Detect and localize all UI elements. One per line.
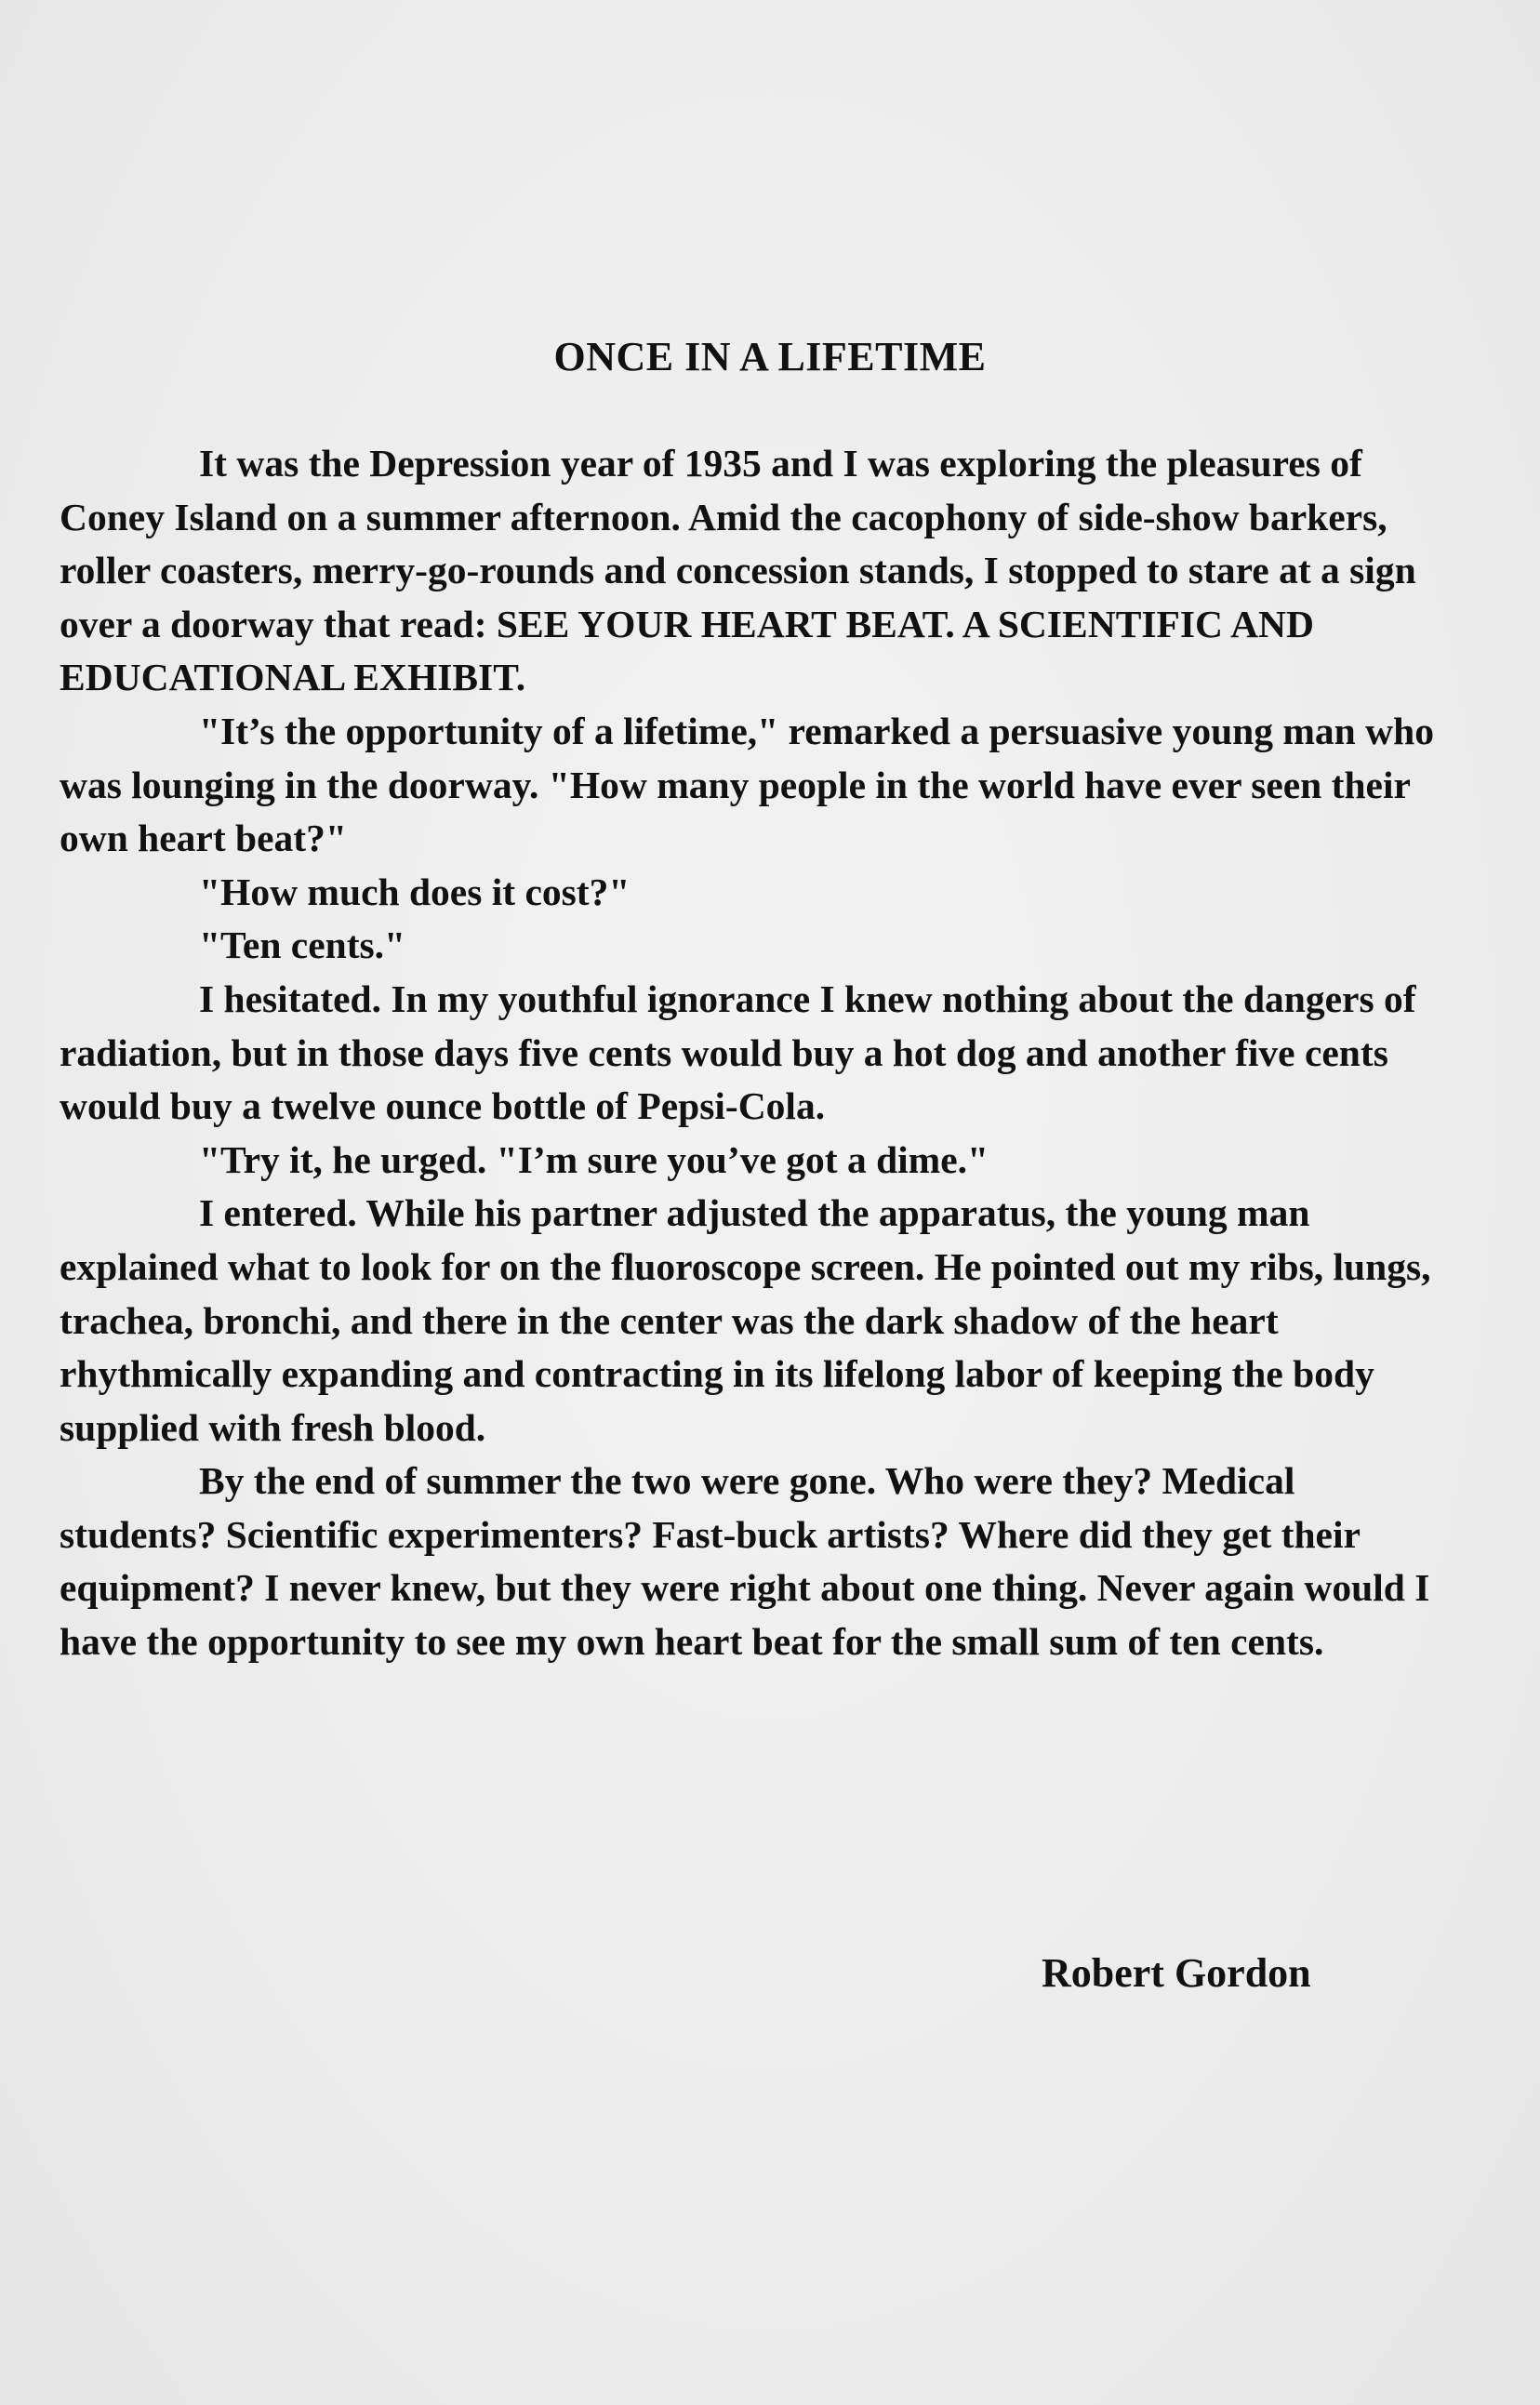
paragraph-fluoroscope: I entered. While his partner adjusted the apparatus, the young man explained what to look for on the fluoroscope screen. He pointed out my ribs, lungs, trachea, bronchi, and there in the center was the dark shadow of the heart rhythmically expanding and contracting in its lifelong labor of keeping the body supplied with fresh blood. bbox=[60, 1191, 1431, 1449]
paragraph-urging: "Try it, he urged. "I’m sure you’ve got a dime." bbox=[199, 1137, 989, 1181]
document-body bbox=[60, 437, 1454, 1669]
paragraph-conclusion: By the end of summer the two were gone. Who were they? Medical students? Scientific experimenters? Fast-buck artists? Where did they get their equipment? I never knew, but they were right about one thing. Never again would I have the opportunity to see my own heart beat for the small sum of ten cents. bbox=[60, 1459, 1430, 1664]
paragraph-price-answer: "Ten cents." bbox=[199, 923, 406, 967]
paragraph-hesitation: I hesitated. In my youthful ignorance I knew nothing about the dangers of radiation, but in those days five cents would buy a hot dog and another five cents would buy a twelve ounce bottle of Pepsi-Cola. bbox=[60, 977, 1416, 1128]
author-signature: Robert Gordon bbox=[1042, 1950, 1311, 1996]
document-title: ONCE IN A LIFETIME bbox=[553, 334, 987, 379]
paragraph-opening: It was the Depression year of 1935 and I was exploring the pleasures of Coney Island on a summer afternoon. Amid the cacophony of side-show barkers, roller coasters, merry-go-rounds and concession stands, I stopped to stare at a sign over a doorway that read: SEE YOUR HEART BEAT. A SCIENTIFIC AND EDUCATIONAL EXHIBIT. bbox=[60, 442, 1416, 699]
paragraph-cost-question: "How much does it cost?" bbox=[199, 870, 631, 913]
paragraph-opportunity-quote: "It’s the opportunity of a lifetime," remarked a persuasive young man who was lounging in the doorway. "How many people in the world have ever seen their own heart beat?" bbox=[60, 709, 1434, 860]
